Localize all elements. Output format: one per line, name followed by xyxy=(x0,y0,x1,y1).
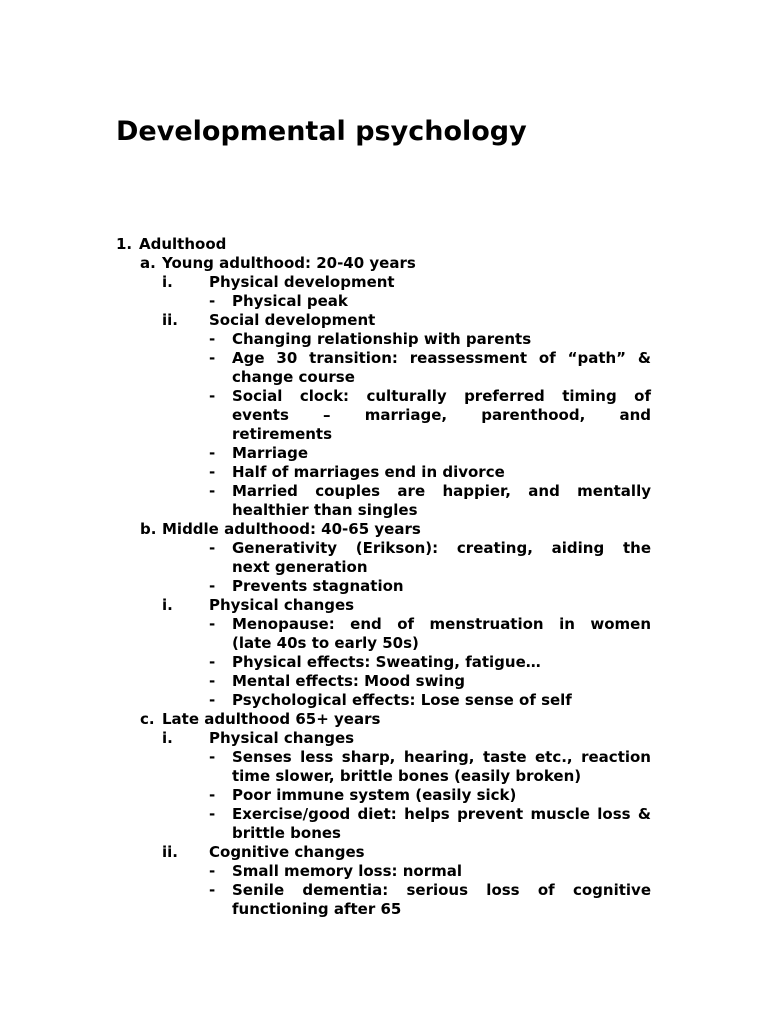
outline-text: Senses less sharp, hearing, taste etc., reaction xyxy=(232,748,651,766)
bullet-dash: - xyxy=(209,539,216,557)
outline-text: Senile dementia: serious loss of cognitive xyxy=(232,881,651,899)
page-title: Developmental psychology xyxy=(116,116,527,147)
outline-line xyxy=(0,254,768,273)
outline-line xyxy=(0,596,768,615)
outline-text: Prevents stagnation xyxy=(232,577,404,595)
outline-text: Half of marriages end in divorce xyxy=(232,463,505,481)
bullet-dash: - xyxy=(209,805,216,823)
bullet-dash: - xyxy=(209,672,216,690)
outline-text: Small memory loss: normal xyxy=(232,862,462,880)
outline-line xyxy=(0,387,768,406)
outline-text: Marriage xyxy=(232,444,309,462)
bullet-dash: - xyxy=(209,482,216,500)
bullet-dash: - xyxy=(209,463,216,481)
outline-text: (late 40s to early 50s) xyxy=(232,634,419,652)
outline-line xyxy=(0,653,768,672)
list-marker: i. xyxy=(162,729,173,747)
outline-line xyxy=(0,368,768,387)
list-marker: a. xyxy=(140,254,156,272)
bullet-dash: - xyxy=(209,691,216,709)
outline-text: Young adulthood: 20-40 years xyxy=(162,254,416,272)
outline-text: Adulthood xyxy=(139,235,227,253)
bullet-dash: - xyxy=(209,862,216,880)
outline-text: Mental effects: Mood swing xyxy=(232,672,465,690)
outline-text: Physical development xyxy=(209,273,395,291)
bullet-dash: - xyxy=(209,444,216,462)
outline-line xyxy=(0,729,768,748)
bullet-dash: - xyxy=(209,786,216,804)
outline-text: functioning after 65 xyxy=(232,900,402,918)
outline-line xyxy=(0,311,768,330)
outline-line xyxy=(0,482,768,501)
outline-text: Social development xyxy=(209,311,376,329)
outline-line xyxy=(0,824,768,843)
outline-line xyxy=(0,235,768,254)
bullet-dash: - xyxy=(209,330,216,348)
outline-text: Menopause: end of menstruation in women xyxy=(232,615,651,633)
outline-line xyxy=(0,501,768,520)
bullet-dash: - xyxy=(209,748,216,766)
outline-line xyxy=(0,881,768,900)
outline-text: brittle bones xyxy=(232,824,341,842)
bullet-dash: - xyxy=(209,881,216,899)
outline-list xyxy=(0,235,768,919)
outline-text: events – marriage, parenthood, and xyxy=(232,406,651,424)
outline-line xyxy=(0,691,768,710)
outline-text: Physical peak xyxy=(232,292,348,310)
outline-line xyxy=(0,539,768,558)
outline-line xyxy=(0,786,768,805)
outline-line xyxy=(0,710,768,729)
outline-line xyxy=(0,748,768,767)
outline-text: Social clock: culturally preferred timing of xyxy=(232,387,651,405)
bullet-dash: - xyxy=(209,615,216,633)
outline-line xyxy=(0,900,768,919)
bullet-dash: - xyxy=(209,292,216,310)
outline-line xyxy=(0,425,768,444)
outline-text: Generativity (Erikson): creating, aiding the xyxy=(232,539,651,557)
bullet-dash: - xyxy=(209,653,216,671)
list-marker: b. xyxy=(140,520,157,538)
outline-text: next generation xyxy=(232,558,368,576)
outline-text: Physical changes xyxy=(209,729,355,747)
outline-line xyxy=(0,558,768,577)
outline-text: Married couples are happier, and mentally xyxy=(232,482,651,500)
list-marker: ii. xyxy=(162,311,178,329)
outline-line xyxy=(0,672,768,691)
outline-text: Exercise/good diet: helps prevent muscle loss & xyxy=(232,805,651,823)
outline-text: Psychological effects: Lose sense of self xyxy=(232,691,572,709)
outline-line xyxy=(0,463,768,482)
outline-text: retirements xyxy=(232,425,333,443)
outline-line xyxy=(0,292,768,311)
outline-text: Physical changes xyxy=(209,596,355,614)
list-marker: c. xyxy=(140,710,155,728)
outline-line xyxy=(0,444,768,463)
list-marker: i. xyxy=(162,273,173,291)
list-marker: 1. xyxy=(116,235,133,253)
outline-text: Late adulthood 65+ years xyxy=(162,710,381,728)
outline-line xyxy=(0,615,768,634)
bullet-dash: - xyxy=(209,349,216,367)
outline-line xyxy=(0,843,768,862)
outline-text: Physical effects: Sweating, fatigue… xyxy=(232,653,541,671)
outline-text: Middle adulthood: 40-65 years xyxy=(162,520,421,538)
outline-line xyxy=(0,520,768,539)
outline-line xyxy=(0,634,768,653)
bullet-dash: - xyxy=(209,387,216,405)
outline-text: Changing relationship with parents xyxy=(232,330,532,348)
outline-text: change course xyxy=(232,368,355,386)
outline-line xyxy=(0,862,768,881)
outline-text: healthier than singles xyxy=(232,501,418,519)
outline-line xyxy=(0,273,768,292)
bullet-dash: - xyxy=(209,577,216,595)
outline-line xyxy=(0,349,768,368)
outline-text: Age 30 transition: reassessment of “path” & xyxy=(232,349,651,367)
outline-text: time slower, brittle bones (easily broken) xyxy=(232,767,582,785)
outline-line xyxy=(0,406,768,425)
outline-line xyxy=(0,805,768,824)
outline-line xyxy=(0,767,768,786)
outline-text: Cognitive changes xyxy=(209,843,365,861)
list-marker: ii. xyxy=(162,843,178,861)
list-marker: i. xyxy=(162,596,173,614)
outline-text: Poor immune system (easily sick) xyxy=(232,786,517,804)
outline-line xyxy=(0,330,768,349)
outline-line xyxy=(0,577,768,596)
